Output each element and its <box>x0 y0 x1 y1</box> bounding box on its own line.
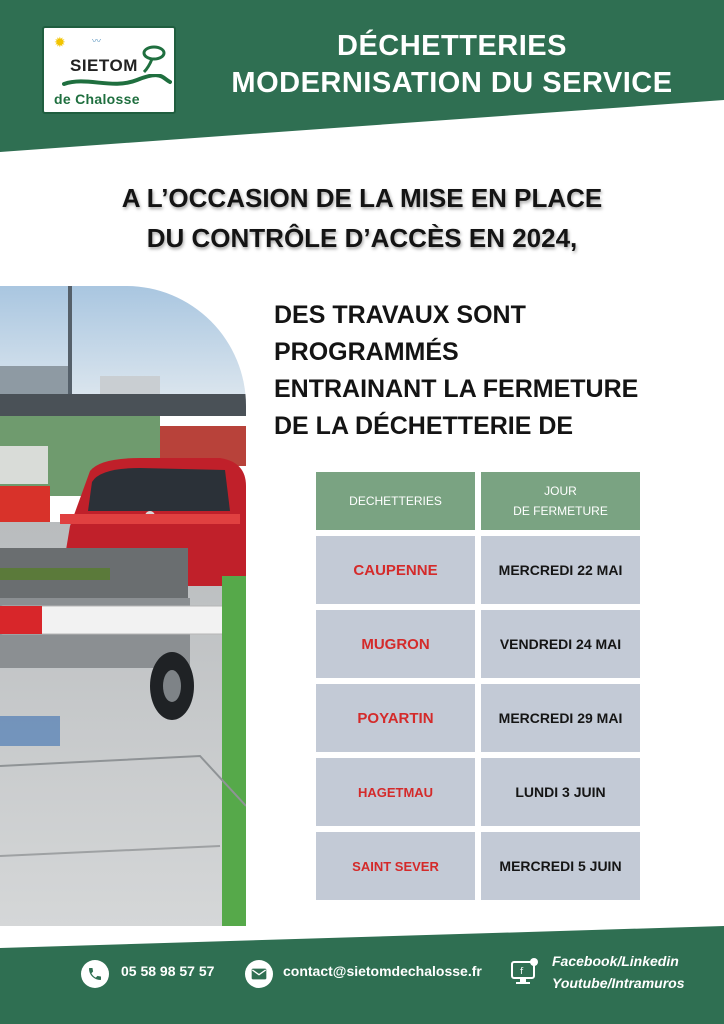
site-cell: HAGETMAU <box>316 758 475 826</box>
closure-table <box>316 472 640 900</box>
page-title <box>180 28 724 102</box>
day-cell: MERCREDI 29 MAI <box>481 684 640 752</box>
logo-text-sietom: SIETOM <box>70 56 138 75</box>
header-line-1: JOUR <box>544 484 577 498</box>
social-links[interactable] <box>552 950 685 994</box>
day-cell: MERCREDI 5 JUIN <box>481 832 640 900</box>
bird-icon: 〰 <box>92 37 102 47</box>
social-line-1[interactable]: Facebook/Linkedin <box>552 953 679 969</box>
day-cell: LUNDI 3 JUIN <box>481 758 640 826</box>
site-cell: POYARTIN <box>316 684 475 752</box>
recycling-center-photo <box>0 286 246 926</box>
table-header-sites: DECHETTERIES <box>316 472 475 530</box>
works-line-3: ENTRAINANT LA FERMETURE <box>274 375 639 403</box>
day-cell: MERCREDI 22 MAI <box>481 536 640 604</box>
table-header-closure-day <box>481 472 640 530</box>
sietom-logo <box>42 26 176 114</box>
sun-icon: ✹ <box>54 35 66 51</box>
mail-icon <box>245 960 273 988</box>
intro-line-1: A L’OCCASION DE LA MISE EN PLACE <box>121 183 603 213</box>
header-line-2: DE FERMETURE <box>513 504 608 518</box>
site-cell: SAINT SEVER <box>316 832 475 900</box>
site-cell: MUGRON <box>316 610 475 678</box>
intro-heading <box>0 178 724 258</box>
swoosh-icon <box>62 74 172 90</box>
phone-number[interactable]: 05 58 98 57 57 <box>121 963 215 979</box>
svg-text:f: f <box>520 967 524 977</box>
intro-line-2: DU CONTRÔLE D’ACCÈS EN 2024, <box>146 223 578 253</box>
works-line-4: DE LA DÉCHETTERIE DE <box>274 412 574 440</box>
social-line-2[interactable]: Youtube/Intramuros <box>552 975 685 991</box>
logo-text-chalosse: de Chalosse <box>54 91 140 107</box>
social-media-icon <box>508 956 540 988</box>
tree-icon <box>140 44 166 74</box>
works-line-1: DES TRAVAUX SONT <box>274 301 526 329</box>
phone-icon <box>81 960 109 988</box>
title-line-2: MODERNISATION DU SERVICE <box>231 67 673 99</box>
title-line-1: DÉCHETTERIES <box>337 30 567 62</box>
works-announcement <box>274 297 714 445</box>
site-cell: CAUPENNE <box>316 536 475 604</box>
works-line-2: PROGRAMMÉS <box>274 338 459 366</box>
day-cell: VENDREDI 24 MAI <box>481 610 640 678</box>
email-address[interactable]: contact@sietomdechalosse.fr <box>283 963 482 979</box>
